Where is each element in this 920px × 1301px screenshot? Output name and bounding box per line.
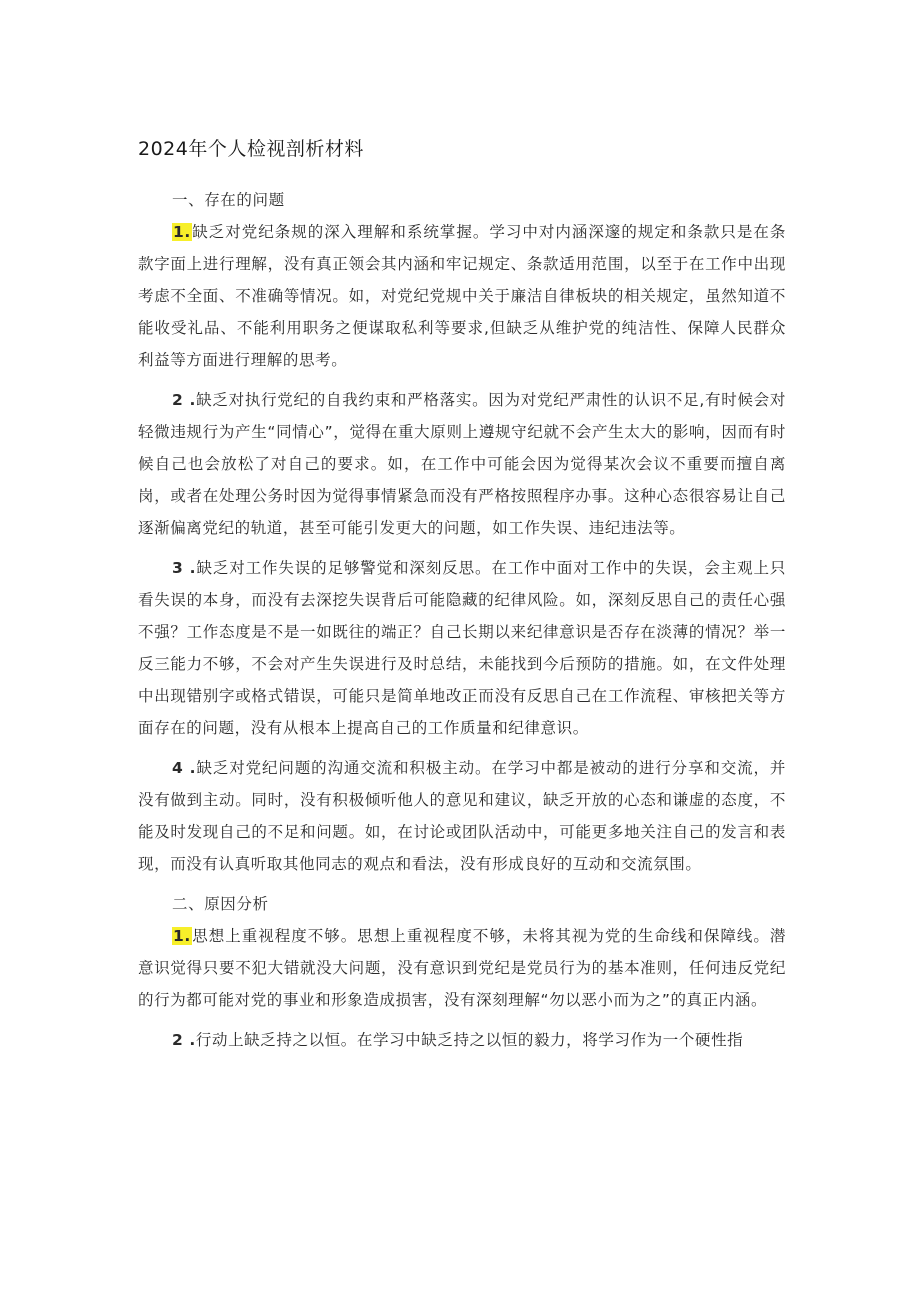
paragraph-problem-1 [138, 216, 786, 376]
item-number: 3 . [172, 559, 197, 577]
item-number-highlighted: 1. [173, 927, 191, 945]
section-heading-causes: 二、原因分析 [172, 895, 269, 913]
item-number: 4 . [172, 759, 197, 777]
paragraph-problem-4 [138, 752, 786, 880]
document-title: 2024年个人检视剖析材料 [138, 138, 364, 160]
paragraph-text: 缺乏对执行党纪的自我约束和严格落实。因为对党纪严肃性的认识不足,有时候会对轻微违规行为产生“同情心”，觉得在重大原则上遵规守纪就不会产生太大的影响，因而有时候自己也会放松了对自己的要求。如，在工作中可能会因为觉得某次会议不重要而擅自离岗，或者在处理公务时因为觉得事情紧急而没有严格按照程序办事。这种心态很容易让自己逐渐偏离党纪的轨道，甚至可能引发更大的问题，如工作失误、违纪违法等。 [138, 391, 786, 537]
paragraph-cause-1 [138, 920, 786, 1016]
item-number: 2 . [172, 1031, 196, 1049]
paragraph-problem-3 [138, 552, 786, 744]
paragraph-problem-2 [138, 384, 786, 544]
paragraph-cause-2 [138, 1024, 786, 1056]
document-body [138, 184, 786, 1064]
paragraph-text: 缺乏对工作失误的足够警觉和深刻反思。在工作中面对工作中的失误，会主观上只看失误的本身，而没有去深挖失误背后可能隐藏的纪律风险。如，深刻反思自己的责任心强不强？工作态度是不是一如既往的端正？自己长期以来纪律意识是否存在淡薄的情况？举一反三能力不够，不会对产生失误进行及时总结，未能找到今后预防的措施。如，在文件处理中出现错别字或格式错误，可能只是简单地改正而没有反思自己在工作流程、审核把关等方面存在的问题，没有从根本上提高自己的工作质量和纪律意识。 [138, 559, 786, 737]
item-number: 2 . [172, 391, 197, 409]
paragraph-text: 缺乏对党纪条规的深入理解和系统掌握。学习中对内涵深邃的规定和条款只是在条款字面上进行理解，没有真正领会其内涵和牢记规定、条款适用范围，以至于在工作中出现考虑不全面、不准确等情况。如，对党纪党规中关于廉洁自律板块的相关规定，虽然知道不能收受礼品、不能利用职务之便谋取私利等要求,但缺乏从维护党的纯洁性、保障人民群众利益等方面进行理解的思考。 [138, 223, 786, 369]
paragraph-text: 行动上缺乏持之以恒。在学习中缺乏持之以恒的毅力，将学习作为一个硬性指 [195, 1031, 744, 1049]
paragraph-text: 思想上重视程度不够。思想上重视程度不够，未将其视为党的生命线和保障线。潜意识觉得只要不犯大错就没大问题，没有意识到党纪是党员行为的基本准则，任何违反党纪的行为都可能对党的事业和形象造成损害，没有深刻理解“勿以恶小而为之”的真正内涵。 [138, 927, 786, 1009]
section-heading-problems: 一、存在的问题 [172, 191, 285, 209]
paragraph-text: 缺乏对党纪问题的沟通交流和积极主动。在学习中都是被动的进行分享和交流，并没有做到主动。同时，没有积极倾听他人的意见和建议，缺乏开放的心态和谦虚的态度，不能及时发现自己的不足和问题。如，在讨论或团队活动中，可能更多地关注自己的发言和表现，而没有认真听取其他同志的观点和看法，没有形成良好的互动和交流氛围。 [138, 759, 786, 873]
item-number-highlighted: 1. [173, 223, 191, 241]
